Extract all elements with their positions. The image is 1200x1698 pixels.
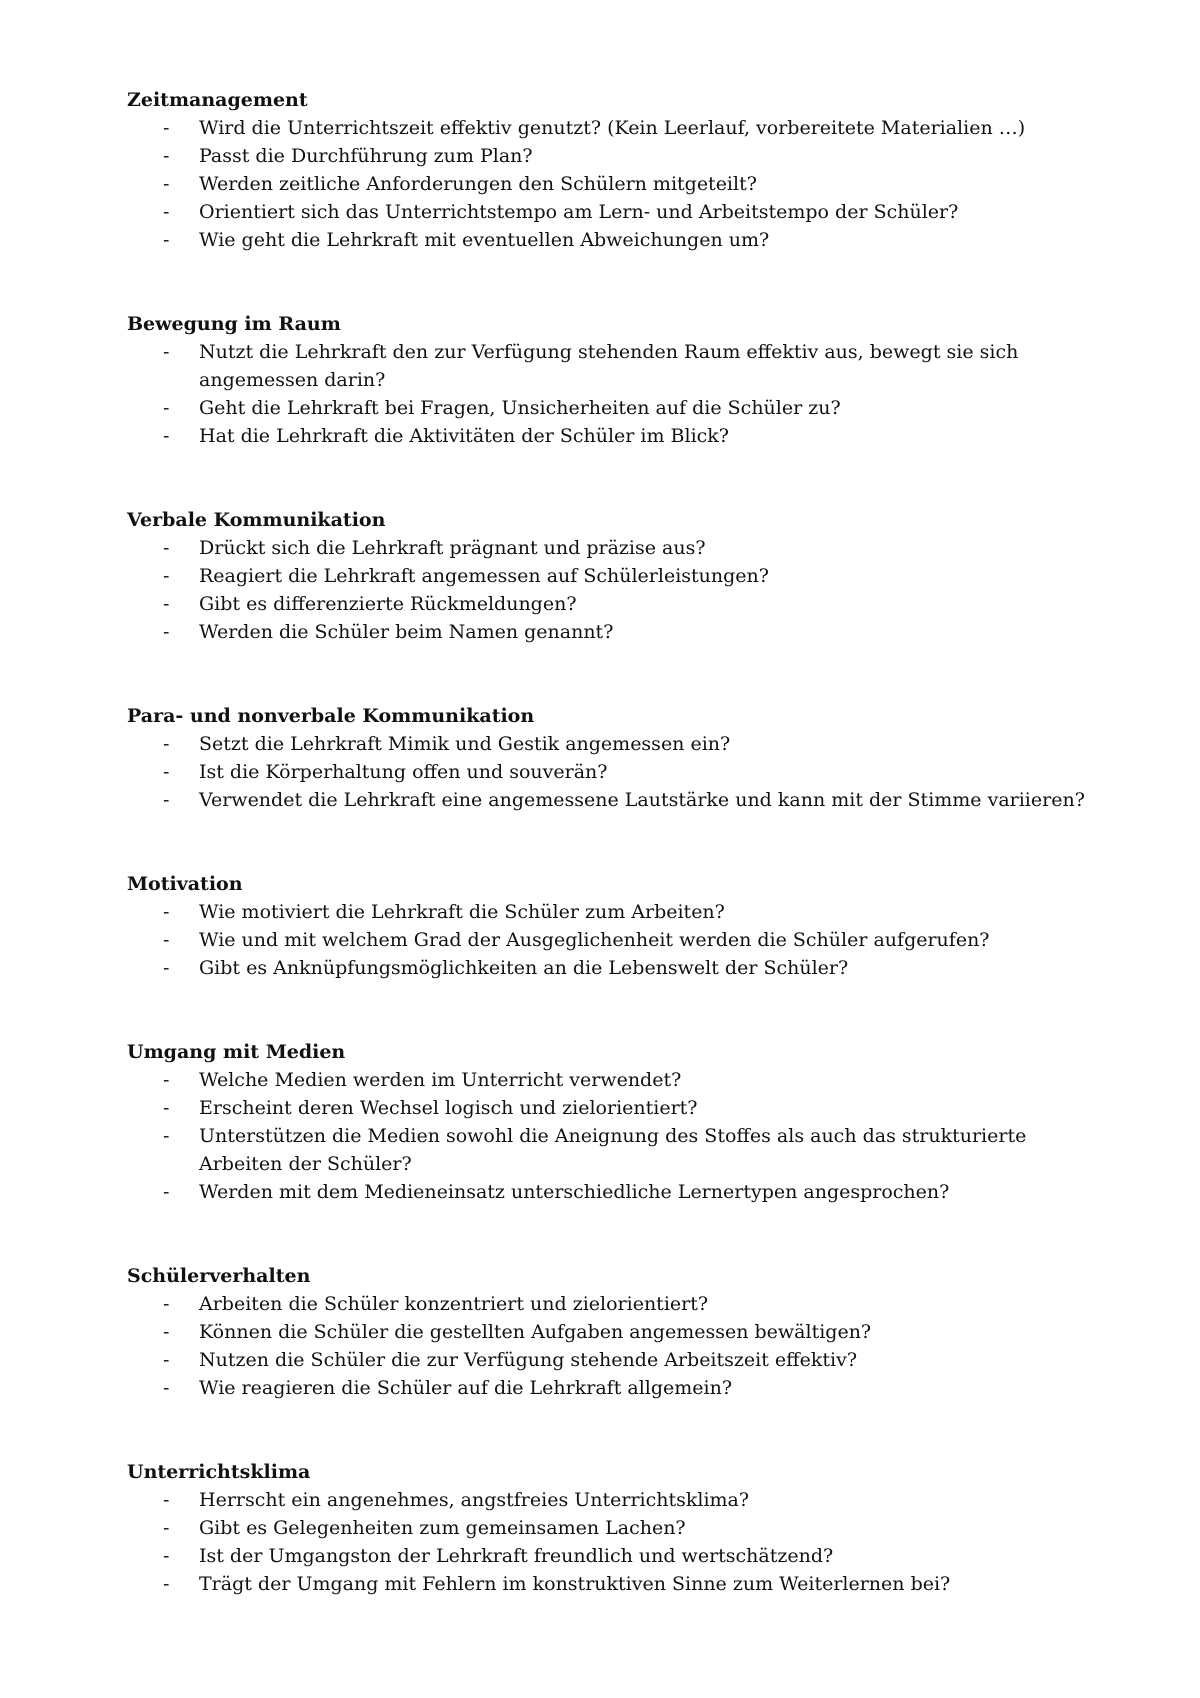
list-item-text: Wie geht die Lehrkraft mit eventuellen Abweichungen um? xyxy=(199,229,770,251)
section-bewegung-im-raum xyxy=(127,310,1087,450)
section-heading: Verbale Kommunikation xyxy=(127,509,386,531)
list-item-text: Drückt sich die Lehrkraft prägnant und präzise aus? xyxy=(199,537,706,559)
list-item xyxy=(127,394,1087,422)
list-item-text: Wird die Unterrichtszeit effektiv genutzt? (Kein Leerlauf, vorbereitete Materialien …) xyxy=(199,117,1026,139)
bullet-dash: - xyxy=(163,425,170,447)
bullet-dash: - xyxy=(163,117,170,139)
list-item xyxy=(127,142,1087,170)
list-item xyxy=(127,114,1087,142)
list-item xyxy=(127,786,1087,814)
list-item xyxy=(127,1318,1087,1346)
list-item xyxy=(127,1374,1087,1402)
list-item-text: Welche Medien werden im Unterricht verwendet? xyxy=(199,1069,682,1091)
section-schuelerverhalten xyxy=(127,1262,1087,1402)
list-item-text: Passt die Durchführung zum Plan? xyxy=(199,145,533,167)
list-item-text: Gibt es differenzierte Rückmeldungen? xyxy=(199,593,577,615)
list-item xyxy=(127,422,1087,450)
list-item xyxy=(127,226,1087,254)
bullet-dash: - xyxy=(163,173,170,195)
section-zeitmanagement xyxy=(127,86,1087,254)
list-item xyxy=(127,758,1087,786)
bullet-dash: - xyxy=(163,957,170,979)
list-item xyxy=(127,1178,1087,1206)
list-item xyxy=(127,898,1087,926)
bullet-dash: - xyxy=(163,929,170,951)
bullet-dash: - xyxy=(163,1349,170,1371)
list-item xyxy=(127,534,1087,562)
list-item-text: Erscheint deren Wechsel logisch und zielorientiert? xyxy=(199,1097,698,1119)
section-heading: Schülerverhalten xyxy=(127,1265,311,1287)
bullet-dash: - xyxy=(163,761,170,783)
bullet-dash: - xyxy=(163,341,170,363)
bullet-dash: - xyxy=(163,201,170,223)
bullet-dash: - xyxy=(163,1489,170,1511)
list-item-text: Wie motiviert die Lehrkraft die Schüler zum Arbeiten? xyxy=(199,901,725,923)
question-list xyxy=(127,114,1087,254)
list-item-text: Arbeiten die Schüler konzentriert und zielorientiert? xyxy=(199,1293,709,1315)
list-item xyxy=(127,1346,1087,1374)
bullet-dash: - xyxy=(163,1293,170,1315)
bullet-dash: - xyxy=(163,901,170,923)
list-item xyxy=(127,730,1087,758)
list-item-text: Werden zeitliche Anforderungen den Schülern mitgeteilt? xyxy=(199,173,757,195)
list-item xyxy=(127,198,1087,226)
bullet-dash: - xyxy=(163,229,170,251)
list-item-text: Ist die Körperhaltung offen und souverän? xyxy=(199,761,608,783)
question-list xyxy=(127,1066,1087,1206)
bullet-dash: - xyxy=(163,733,170,755)
list-item-text: Setzt die Lehrkraft Mimik und Gestik angemessen ein? xyxy=(199,733,731,755)
bullet-dash: - xyxy=(163,1097,170,1119)
section-heading: Para- und nonverbale Kommunikation xyxy=(127,705,535,727)
list-item-text: Ist der Umgangston der Lehrkraft freundlich und wertschätzend? xyxy=(199,1545,834,1567)
list-item-text: Nutzt die Lehrkraft den zur Verfügung stehenden Raum effektiv aus, bewegt sie sich angemessen darin? xyxy=(199,341,1019,391)
bullet-dash: - xyxy=(163,1573,170,1595)
bullet-dash: - xyxy=(163,1545,170,1567)
question-list xyxy=(127,730,1087,814)
list-item xyxy=(127,1542,1087,1570)
list-item-text: Können die Schüler die gestellten Aufgaben angemessen bewältigen? xyxy=(199,1321,872,1343)
bullet-dash: - xyxy=(163,789,170,811)
bullet-dash: - xyxy=(163,1069,170,1091)
section-umgang-mit-medien xyxy=(127,1038,1087,1206)
list-item xyxy=(127,954,1087,982)
list-item xyxy=(127,1570,1087,1598)
question-list xyxy=(127,338,1087,450)
bullet-dash: - xyxy=(163,565,170,587)
list-item-text: Orientiert sich das Unterrichtstempo am Lern- und Arbeitstempo der Schüler? xyxy=(199,201,959,223)
list-item xyxy=(127,562,1087,590)
list-item-text: Trägt der Umgang mit Fehlern im konstruktiven Sinne zum Weiterlernen bei? xyxy=(199,1573,951,1595)
list-item xyxy=(127,590,1087,618)
list-item xyxy=(127,338,1087,394)
section-heading: Motivation xyxy=(127,873,243,895)
bullet-dash: - xyxy=(163,1181,170,1203)
list-item xyxy=(127,1066,1087,1094)
bullet-dash: - xyxy=(163,145,170,167)
bullet-dash: - xyxy=(163,1517,170,1539)
bullet-dash: - xyxy=(163,537,170,559)
list-item-text: Werden die Schüler beim Namen genannt? xyxy=(199,621,614,643)
list-item-text: Reagiert die Lehrkraft angemessen auf Schülerleistungen? xyxy=(199,565,769,587)
list-item-text: Hat die Lehrkraft die Aktivitäten der Schüler im Blick? xyxy=(199,425,729,447)
question-list xyxy=(127,898,1087,982)
question-list xyxy=(127,1290,1087,1402)
list-item xyxy=(127,926,1087,954)
section-motivation xyxy=(127,870,1087,982)
document-page xyxy=(127,86,1087,1598)
list-item-text: Gibt es Anknüpfungsmöglichkeiten an die Lebenswelt der Schüler? xyxy=(199,957,849,979)
list-item xyxy=(127,1290,1087,1318)
list-item-text: Unterstützen die Medien sowohl die Aneignung des Stoffes als auch das strukturierte Arbeiten der Schüler? xyxy=(199,1125,1027,1175)
bullet-dash: - xyxy=(163,1321,170,1343)
section-unterrichtsklima xyxy=(127,1458,1087,1598)
section-heading: Zeitmanagement xyxy=(127,89,308,111)
list-item xyxy=(127,1486,1087,1514)
bullet-dash: - xyxy=(163,593,170,615)
bullet-dash: - xyxy=(163,397,170,419)
list-item xyxy=(127,1122,1087,1178)
list-item xyxy=(127,1514,1087,1542)
list-item-text: Werden mit dem Medieneinsatz unterschiedliche Lernertypen angesprochen? xyxy=(199,1181,950,1203)
list-item-text: Gibt es Gelegenheiten zum gemeinsamen Lachen? xyxy=(199,1517,686,1539)
list-item xyxy=(127,618,1087,646)
section-heading: Umgang mit Medien xyxy=(127,1041,346,1063)
list-item xyxy=(127,170,1087,198)
list-item-text: Geht die Lehrkraft bei Fragen, Unsicherheiten auf die Schüler zu? xyxy=(199,397,841,419)
section-heading: Bewegung im Raum xyxy=(127,313,341,335)
list-item-text: Wie reagieren die Schüler auf die Lehrkraft allgemein? xyxy=(199,1377,733,1399)
section-para-nonverbale-kommunikation xyxy=(127,702,1087,814)
bullet-dash: - xyxy=(163,621,170,643)
section-verbale-kommunikation xyxy=(127,506,1087,646)
list-item-text: Wie und mit welchem Grad der Ausgeglichenheit werden die Schüler aufgerufen? xyxy=(199,929,990,951)
list-item-text: Verwendet die Lehrkraft eine angemessene Lautstärke und kann mit der Stimme variieren? xyxy=(199,789,1085,811)
section-heading: Unterrichtsklima xyxy=(127,1461,311,1483)
question-list xyxy=(127,1486,1087,1598)
list-item-text: Herrscht ein angenehmes, angstfreies Unterrichtsklima? xyxy=(199,1489,750,1511)
bullet-dash: - xyxy=(163,1125,170,1147)
bullet-dash: - xyxy=(163,1377,170,1399)
list-item-text: Nutzen die Schüler die zur Verfügung stehende Arbeitszeit effektiv? xyxy=(199,1349,858,1371)
list-item xyxy=(127,1094,1087,1122)
question-list xyxy=(127,534,1087,646)
